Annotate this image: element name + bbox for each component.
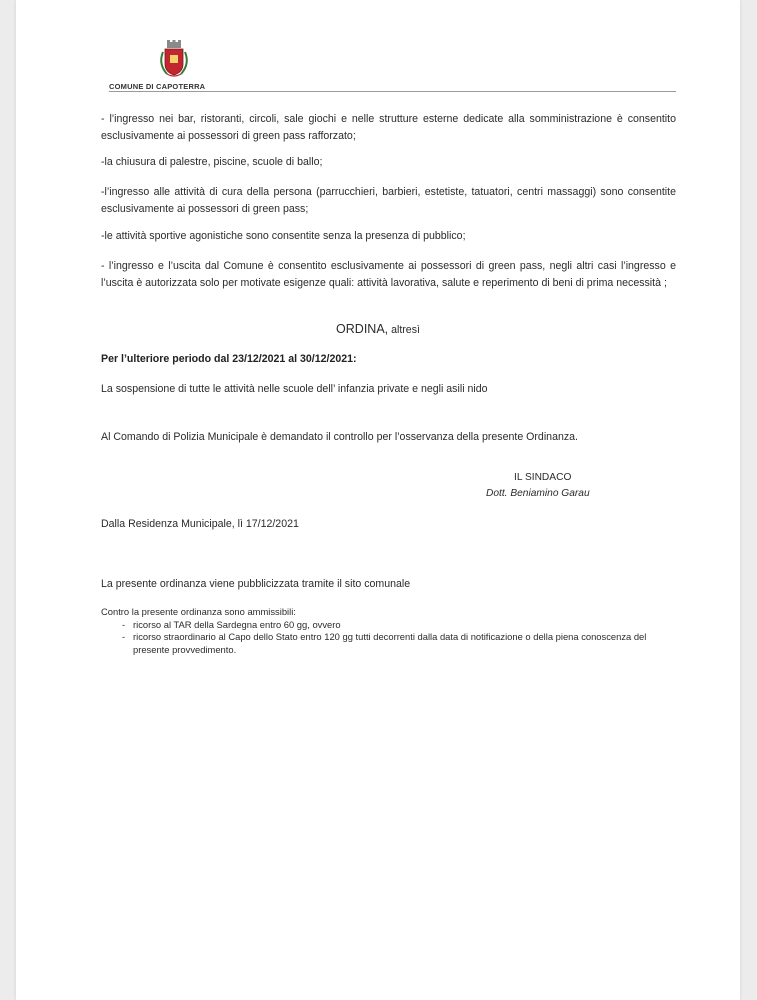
appeal-item-text: ricorso al TAR della Sardegna entro 60 gg, ovvero — [133, 618, 341, 630]
period-heading: Per l’ulteriore periodo dal 23/12/2021 al 30/12/2021: — [101, 353, 357, 365]
signature-title: IL SINDACO — [514, 472, 572, 483]
publication-note: La presente ordinanza viene pubblicizzata tramite il sito comunale — [101, 578, 411, 590]
signature-name: Dott. Beniamino Garau — [486, 488, 590, 499]
municipality-name: COMUNE DI CAPOTERRA — [109, 82, 206, 91]
appeal-intro: Contro la presente ordinanza sono ammissibili: — [101, 606, 296, 617]
municipal-crest-icon — [154, 40, 194, 84]
ordina-word: ORDINA, — [336, 322, 389, 336]
appeal-item: - ricorso al TAR della Sardegna entro 60 gg, ovvero — [122, 618, 341, 630]
paragraph-town-access: - l’ingresso e l’uscita dal Comune è consentito esclusivamente ai possessori di green pass, negli altri casi l’ingresso e l’uscita è autorizzata solo per motivate esigenze quali: attività lavorativa, salute e reperimento di beni di prima necessità ; — [101, 260, 676, 289]
paragraph-sports: -le attività sportive agonistiche sono consentite senza la presenza di pubblico; — [101, 230, 466, 242]
appeal-list — [101, 619, 676, 657]
ordina-heading — [16, 320, 740, 338]
paragraph-gym-closure: -la chiusura di palestre, piscine, scuole di ballo; — [101, 156, 323, 168]
paragraph-personal-care: -l’ingresso alle attività di cura della persona (parrucchieri, barbieri, estetiste, tatuatori, centri massaggi) sono consentite esclusivamente ai possessori di green pass; — [101, 186, 676, 215]
ordina-rest: altresì — [388, 324, 420, 336]
appeal-item-text: ricorso straordinario al Capo dello Stato entro 120 gg tutti decorrenti dalla data di notificazione o della piena conoscenza del presente provvedimento. — [133, 631, 647, 655]
appeal-item: - ricorso straordinario al Capo dello Stato entro 120 gg tutti decorrenti dalla data di notificazione o della piena conoscenza del presente provvedimento. — [122, 631, 647, 655]
paragraph-police: Al Comando di Polizia Municipale è demandato il controllo per l’osservanza della presente Ordinanza. — [101, 431, 578, 443]
residence-date: Dalla Residenza Municipale, lì 17/12/2021 — [101, 518, 299, 530]
paragraph-bar-access: - l’ingresso nei bar, ristoranti, circoli, sale giochi e nelle strutture esterne dedicate alla somministrazione è consentito esclusivamente ai possessori di green pass rafforzato; — [101, 113, 676, 142]
appeal-section — [101, 606, 676, 656]
document-page — [16, 0, 740, 1000]
paragraph-suspension: La sospensione di tutte le attività nelle scuole dell’ infanzia private e negli asili nido — [101, 383, 488, 395]
header-divider — [109, 91, 676, 92]
